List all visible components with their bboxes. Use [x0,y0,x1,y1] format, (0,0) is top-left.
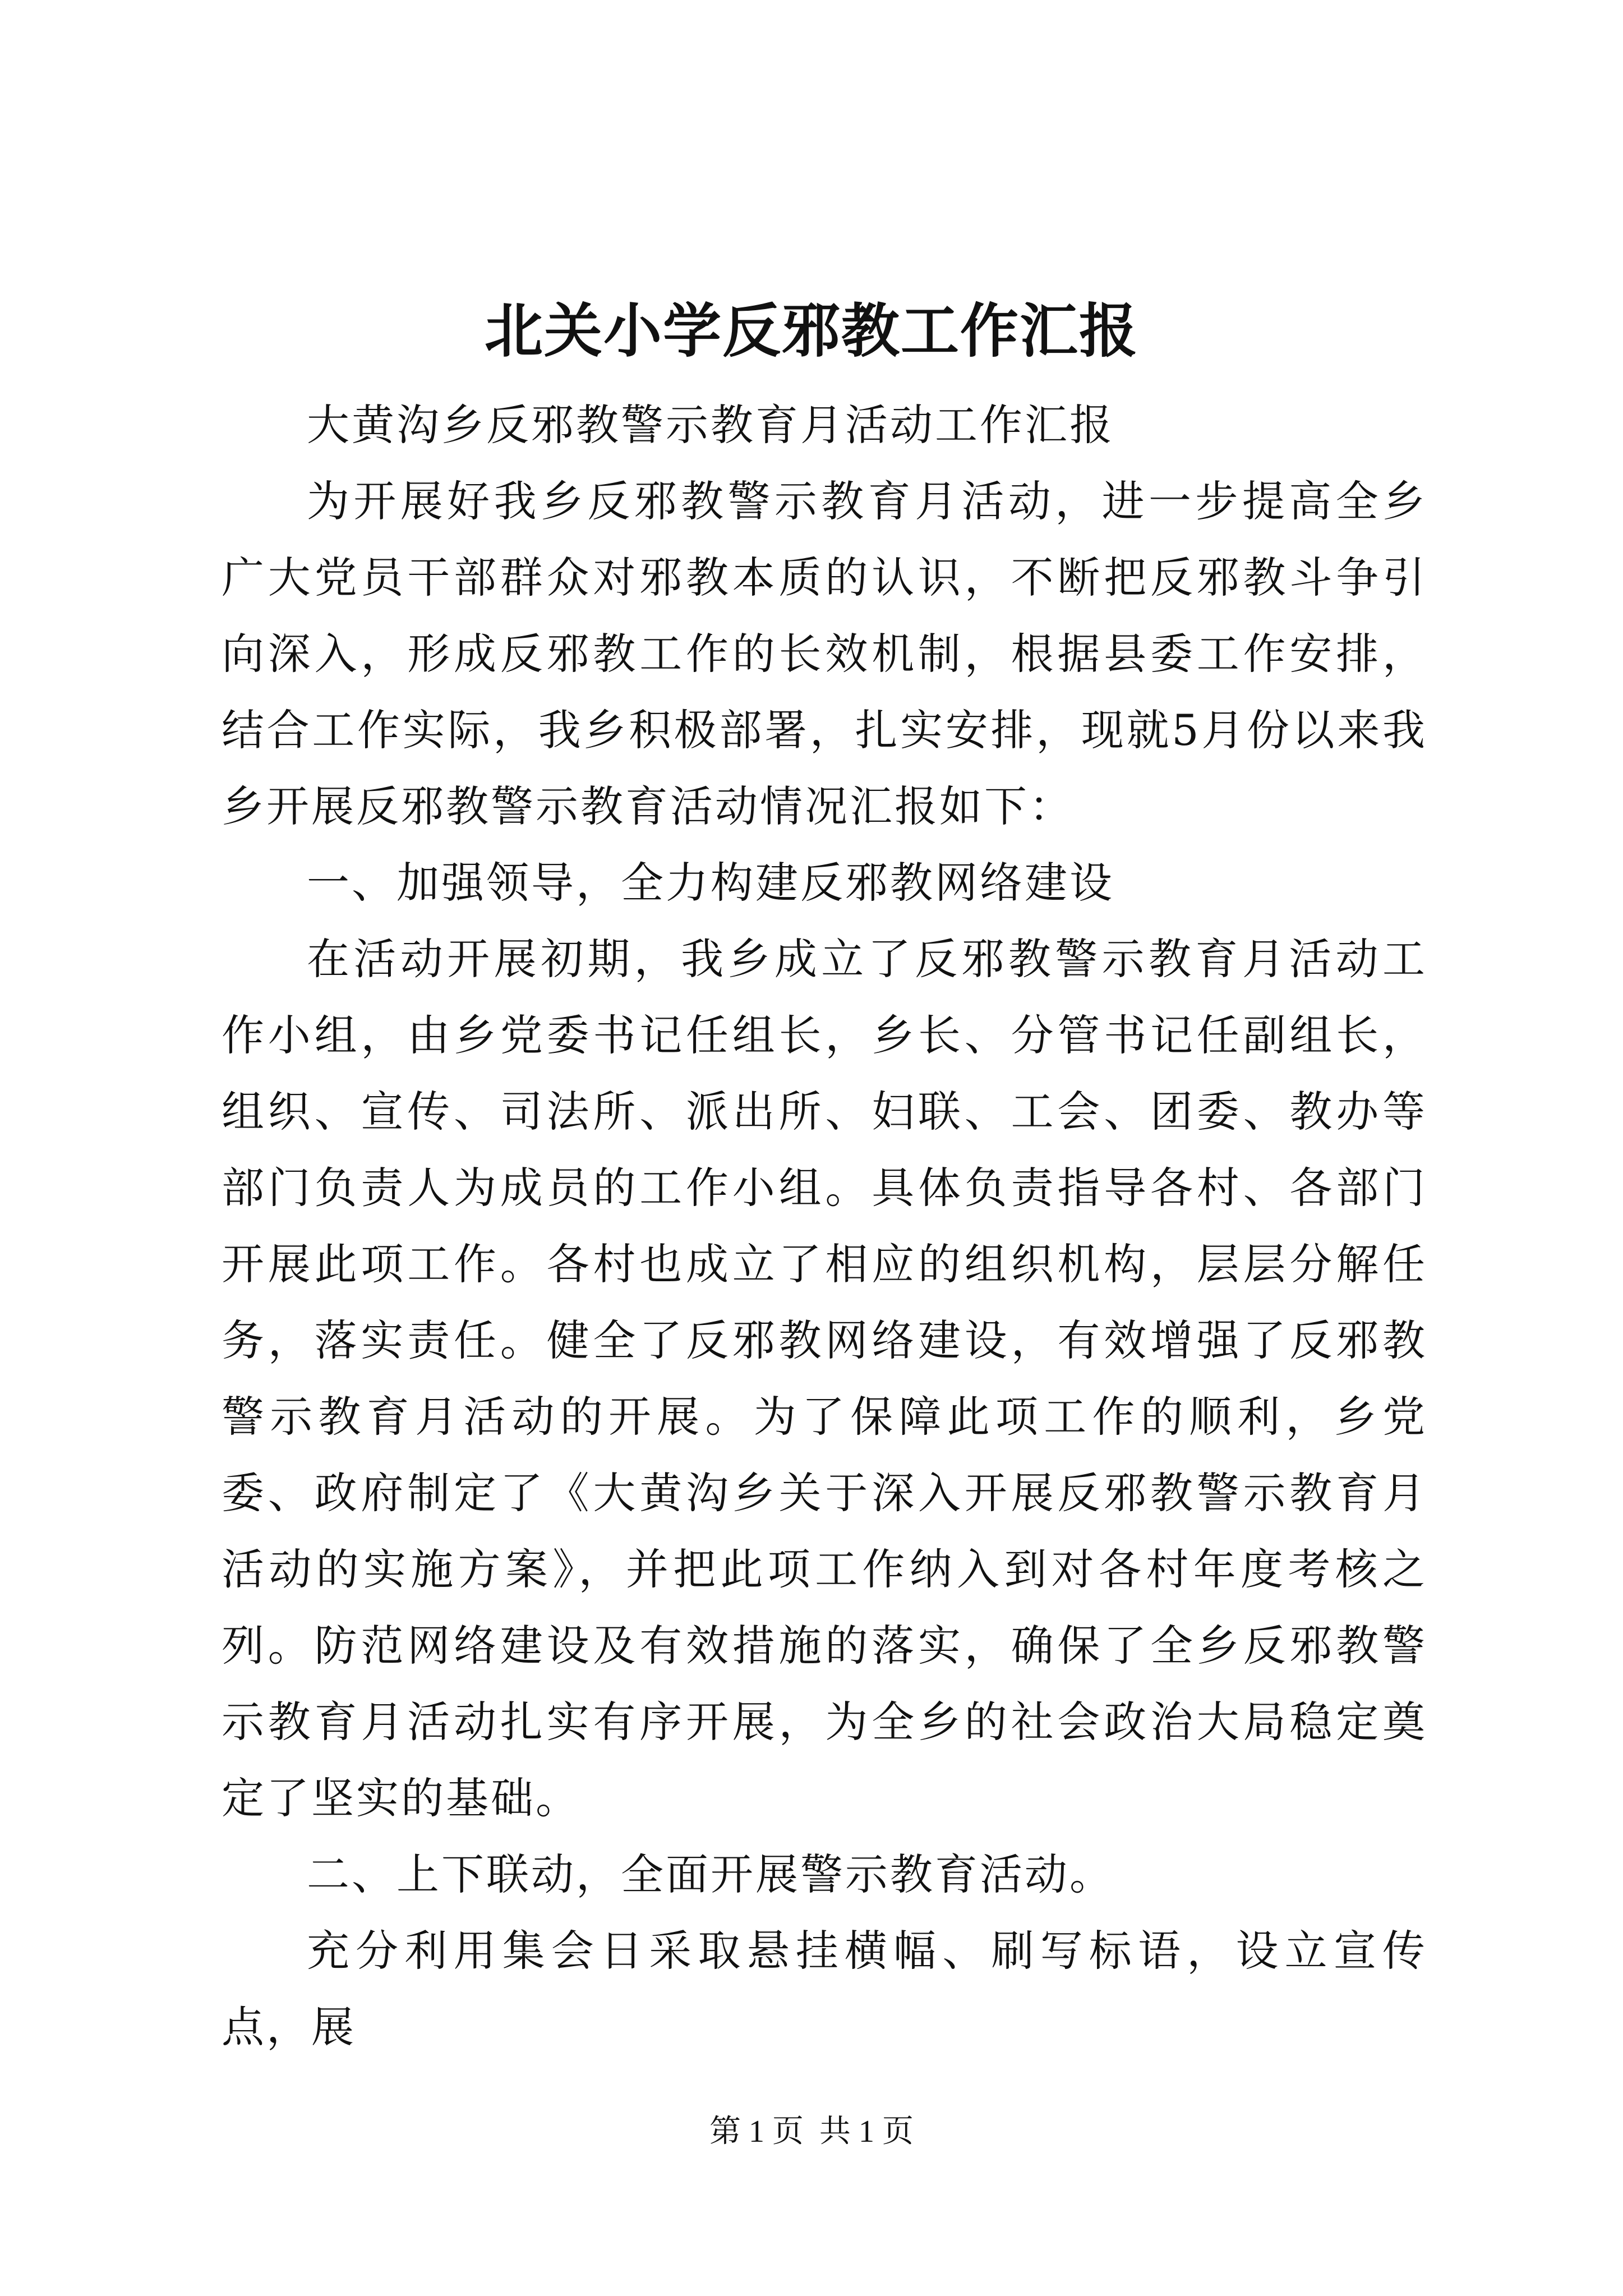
page-total: 共 1 页 [819,2114,914,2149]
body-paragraph-2: 充分利用集会日采取悬挂横幅、刷写标语，设立宣传点，展 [222,1926,1427,2052]
intro-paragraph: 为开展好我乡反邪教警示教育月活动，进一步提高全乡广大党员干部群众对邪教本质的认识，不断把反邪教斗争引向深入，形成反邪教工作的长效机制，根据县委工作安排，结合工作实际，我乡积极部署，扎实安排，现就5月份以来我乡开展反邪教警示教育活动情况汇报如下： [222,476,1427,831]
body-paragraph-1: 在活动开展初期，我乡成立了反邪教警示教育月活动工作小组，由乡党委书记任组长，乡长、分管书记任副组长，组织、宣传、司法所、派出所、妇联、工会、团委、教办等部门负责人为成员的工作小组。具体负责指导各村、各部门开展此项工作。各村也成立了相应的组织机构，层层分解任务，落实责任。健全了反邪教网络建设，有效增强了反邪教警示教育月活动的开展。为了保障此项工作的顺利，乡党委、政府制定了《大黄沟乡关于深入开展反邪教警示教育月活动的实施方案》，并把此项工作纳入到对各村年度考核之列。防范网络建设及有效措施的落实，确保了全乡反邪教警示教育月活动扎实有序开展，为全乡的社会政治大局稳定奠定了坚实的基础。 [222,934,1427,1823]
page-footer [0,2109,1623,2154]
document-body [222,387,1427,2065]
subtitle-paragraph: 大黄沟乡反邪教警示教育月活动工作汇报 [307,400,1114,450]
section-heading-1: 一、加强领导，全力构建反邪教网络建设 [307,858,1114,908]
page-number: 第 1 页 [709,2114,804,2149]
document-title: 北关小学反邪教工作汇报 [484,296,1138,365]
section-heading-2: 二、上下联动，全面开展警示教育活动。 [307,1849,1114,1899]
